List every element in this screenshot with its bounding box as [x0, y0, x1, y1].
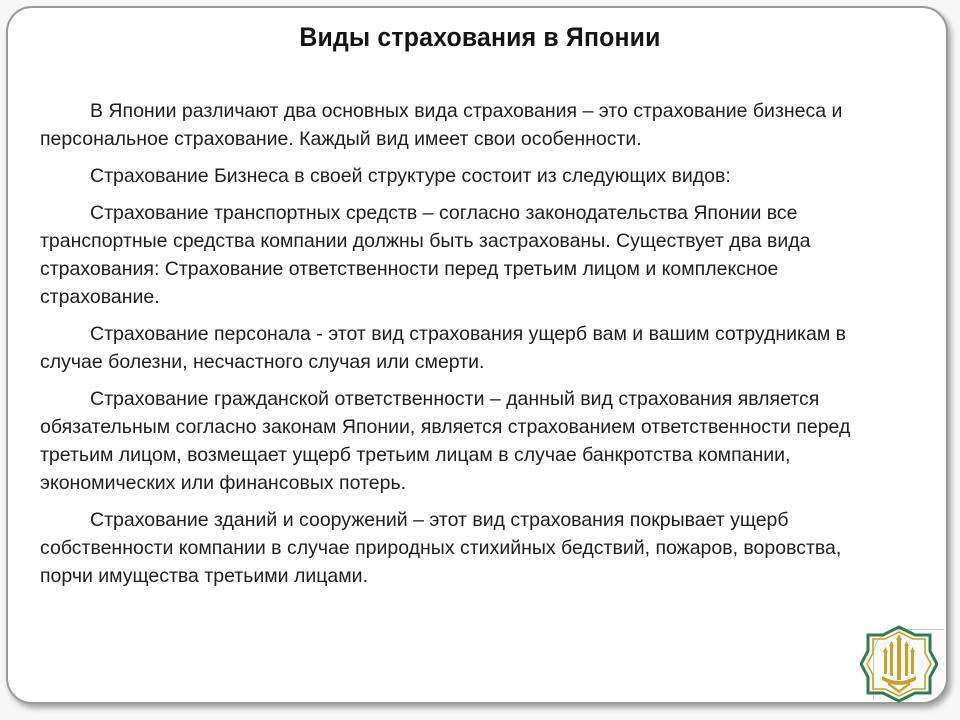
paragraph-personnel-insurance: Страхование персонала - этот вид страхования ущерб вам и вашим сотрудникам в случае болезни, несчастного случая или смерти.	[40, 323, 847, 373]
paragraph-business-structure: Страхование Бизнеса в своей структуре состоит из следующих видов:	[90, 165, 731, 187]
paragraph-liability-insurance: Страхование гражданской ответственности – данный вид страхования является обязательным согласно законам Японии, является страхованием ответственности перед третьим лицом, возмещает ущерб третьим лицам в случае банкротства компании, экономических или финансовых потерь.	[40, 388, 851, 494]
paragraph-intro: В Японии различают два основных вида страхования – это страхование бизнеса и персональное страхование. Каждый вид имеет свои особенности.	[40, 100, 843, 150]
slide-body	[40, 97, 888, 599]
slide-title: Виды страхования в Японии	[299, 22, 661, 52]
ornamental-emblem-icon	[860, 624, 938, 704]
paragraph-vehicle-insurance: Страхование транспортных средств – согласно законодательства Японии все транспортные средства компании должны быть застрахованы. Существует два вида страхования: Страхование ответственности перед третьим лицом и комплексное страхование.	[40, 202, 811, 308]
paragraph-property-insurance: Страхование зданий и сооружений – этот вид страхования покрывает ущерб собственности компании в случае природных стихийных бедствий, пожаров, воровства, порчи имущества третьими лицами.	[40, 509, 842, 587]
